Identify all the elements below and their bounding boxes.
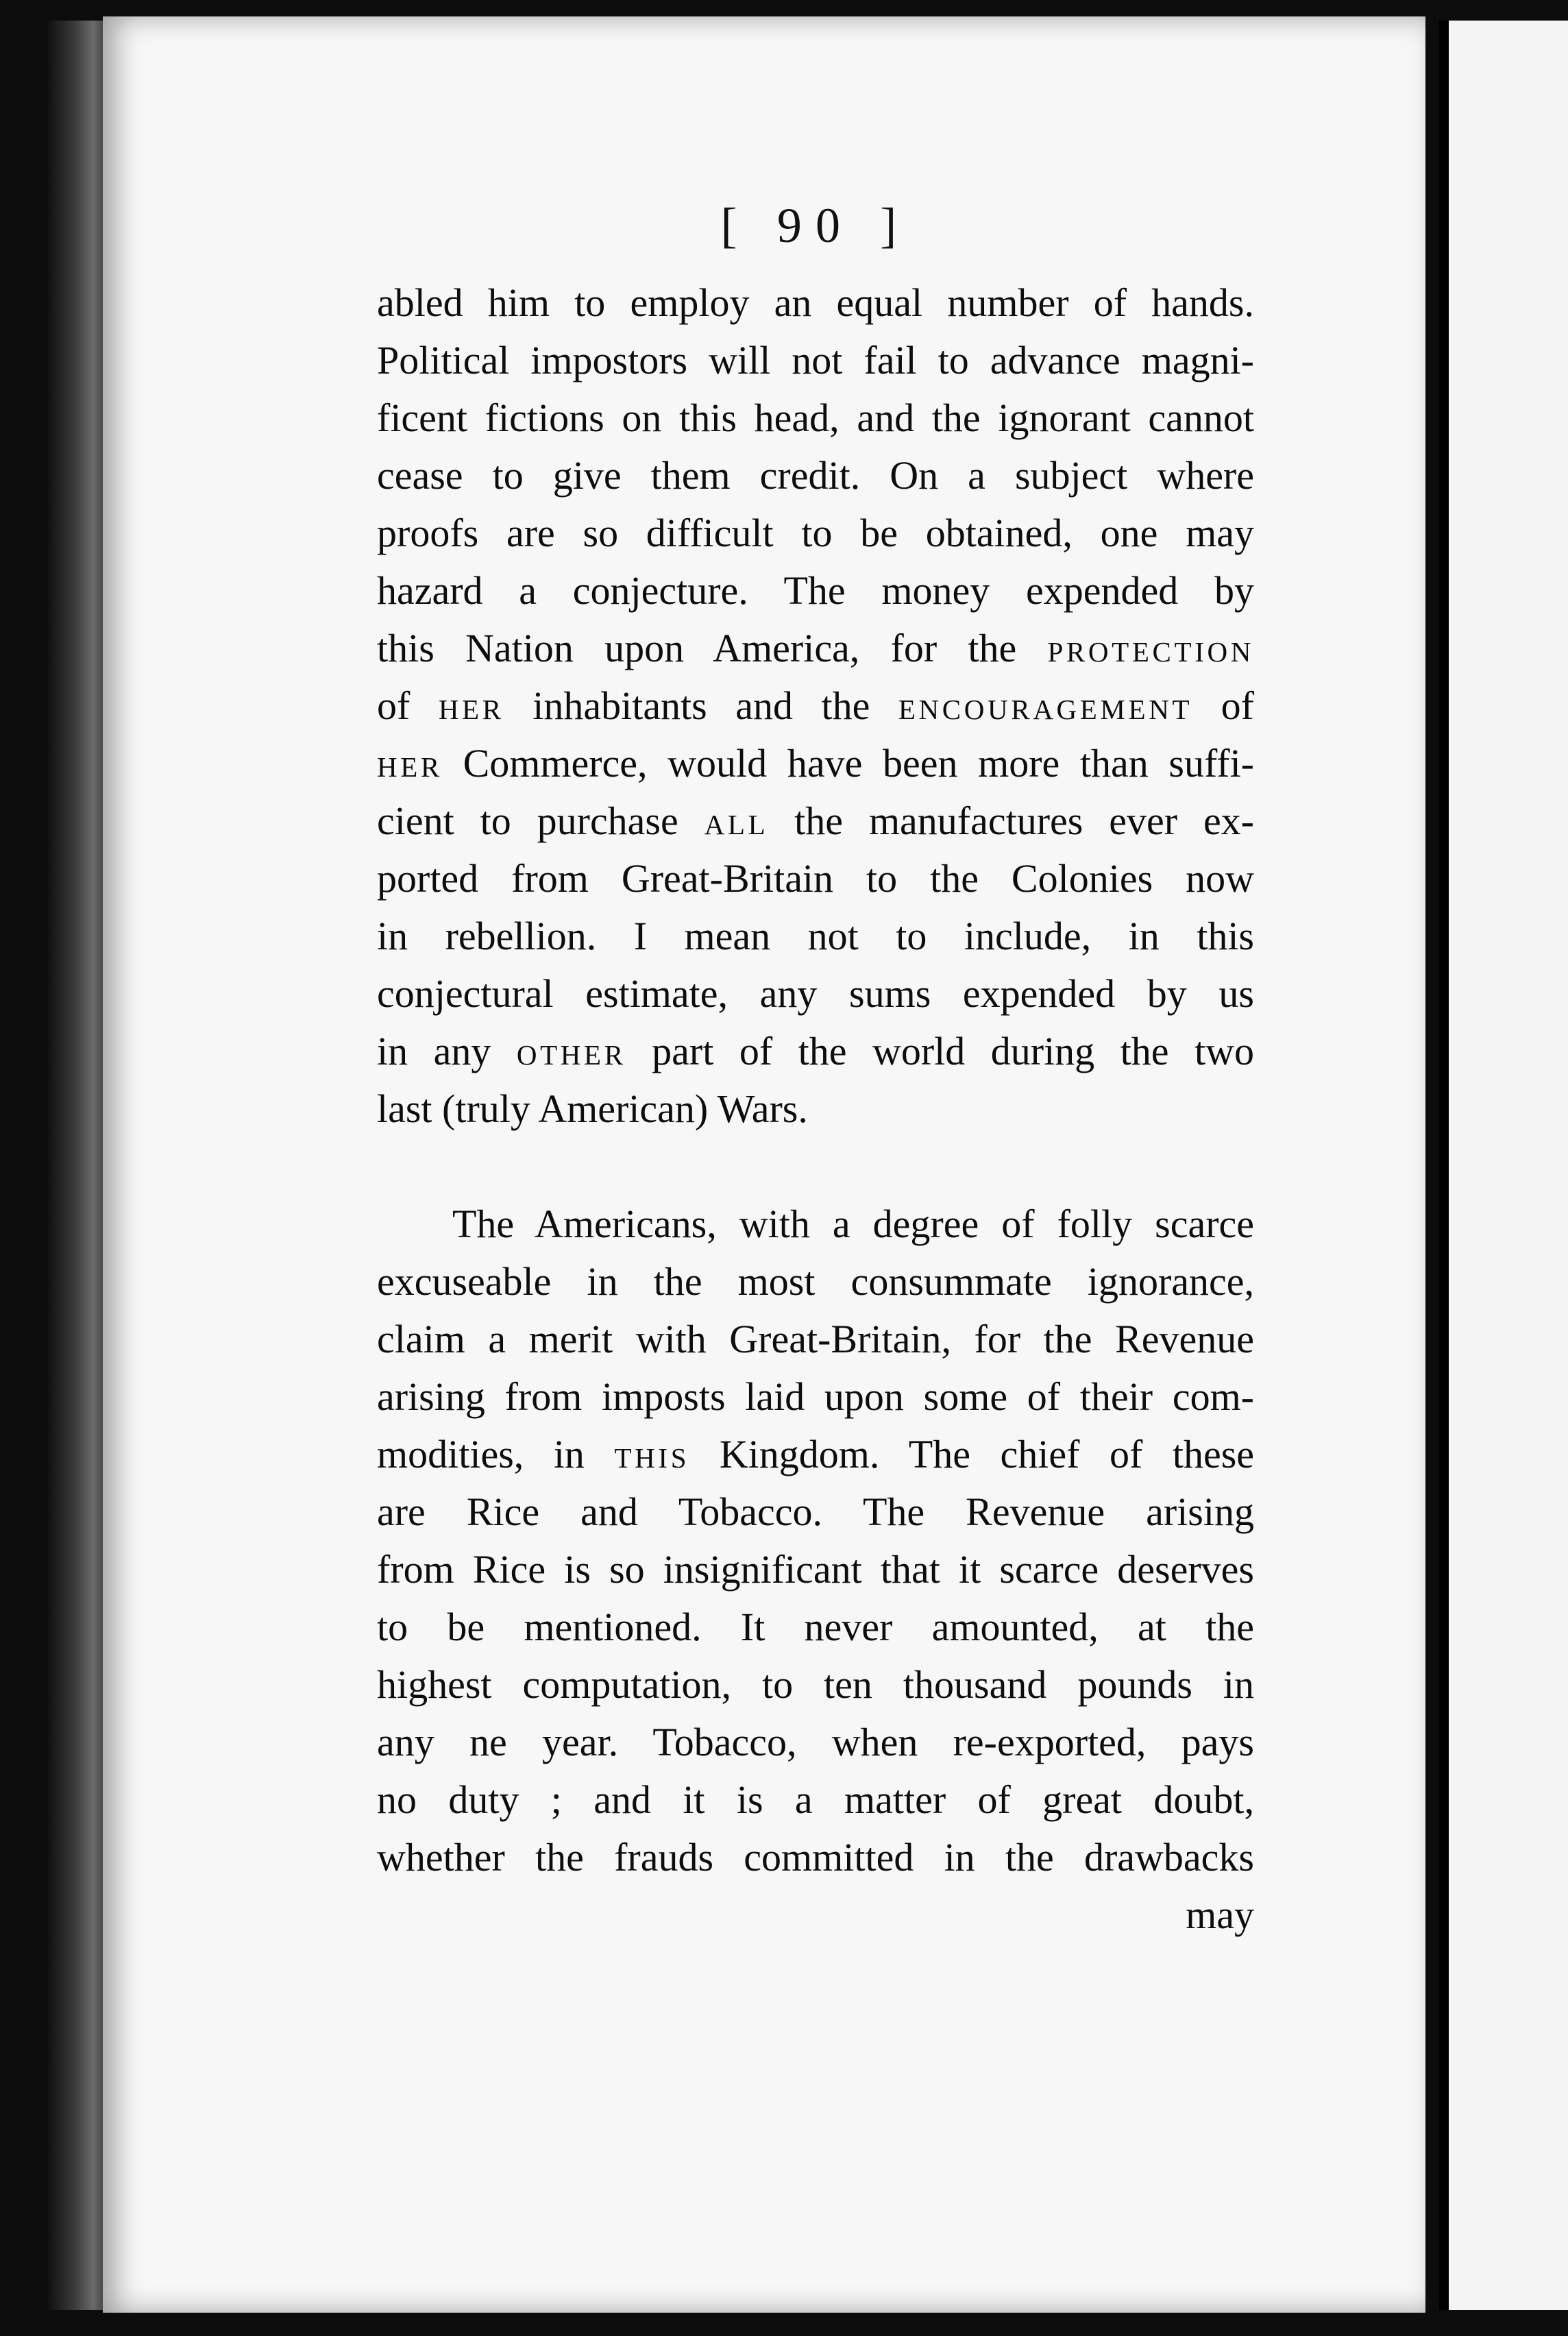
text-line [377,389,1254,447]
text-segment: abled him to employ an equal number of hands. [377,280,1254,325]
text-line [377,447,1254,504]
text-segment: ficent fictions on this head, and the ignorant cannot [377,396,1254,440]
text-line [377,1656,1254,1714]
text-segment: last (truly American) Wars. [377,1086,808,1131]
text-line [377,965,1254,1023]
text-line [377,1426,1254,1483]
text-segment: hazard a conjecture. The money expended by [377,568,1254,613]
text-line [377,1311,1254,1368]
paragraph-gap [377,1138,1254,1195]
text-line [377,1195,1254,1253]
text-line [377,562,1254,620]
text-line [377,1023,1254,1080]
small-caps-word: her [377,741,443,786]
text-segment: modities, in [377,1432,615,1476]
text-line [377,1368,1254,1426]
text-segment: from Rice is so insignificant that it scarce deserves [377,1547,1254,1592]
text-line [377,1080,1254,1138]
text-segment: of [377,683,439,728]
text-segment: inhabitants and the [504,683,898,728]
small-caps-word: other [516,1029,626,1073]
small-caps-word: her [438,683,504,728]
text-line [377,908,1254,965]
small-caps-word: all [704,799,769,843]
small-caps-word: protection [1047,626,1254,670]
text-segment: claim a merit with Great-Britain, for the Revenue [377,1317,1254,1361]
text-segment: any ne year. Tobacco, when re-exported, pays [377,1720,1254,1764]
text-segment: arising from imposts laid upon some of their com- [377,1374,1254,1419]
small-caps-word: this [614,1432,690,1476]
text-segment: whether the frauds committed in the drawbacks [377,1835,1254,1879]
text-segment: no duty ; and it is a matter of great doubt, [377,1777,1254,1822]
text-segment: cease to give them credit. On a subject where [377,453,1254,498]
text-segment: excuseable in the most consummate ignorance, [377,1259,1254,1304]
text-line [377,1714,1254,1771]
text-line [377,1771,1254,1829]
text-line [377,504,1254,562]
paragraph-1 [377,274,1254,1138]
text-segment: the manufactures ever ex- [768,799,1254,843]
text-segment: of [1192,683,1254,728]
text-segment: this Nation upon America, for the [377,626,1048,670]
text-line [377,274,1254,332]
text-segment: Political impostors will not fail to advance magni- [377,338,1254,382]
text-segment: Kingdom. The chief of these [689,1432,1255,1476]
text-segment: in any [377,1029,517,1073]
text-line [377,735,1254,792]
text-segment: conjectural estimate, any sums expended by us [377,971,1254,1016]
text-segment: to be mentioned. It never amounted, at the [377,1605,1254,1649]
text-segment: cient to purchase [377,799,705,843]
body-text [377,274,1254,1944]
text-line [377,1541,1254,1598]
text-line [377,1483,1254,1541]
text-line [377,332,1254,389]
text-line [377,850,1254,908]
text-segment: in rebellion. I mean not to include, in this [377,914,1254,958]
text-segment: part of the world during the two [626,1029,1254,1073]
text-line [377,1829,1254,1886]
text-segment: proofs are so difficult to be obtained, one may [377,511,1254,555]
text-segment: The Americans, with a degree of folly scarce [452,1202,1254,1246]
text-line [377,620,1254,677]
text-segment: highest computation, to ten thousand pounds in [377,1662,1254,1707]
text-line [377,677,1254,735]
catchword: may [1186,1893,1254,1937]
text-segment: Commerce, would have been more than suffi- [442,741,1254,786]
text-segment: ported from Great-Britain to the Colonies now [377,856,1254,901]
paragraph-2 [377,1195,1254,1886]
text-line [377,1598,1254,1656]
text-line [377,1253,1254,1311]
facing-page-edge [1439,21,1568,2310]
text-segment: are Rice and Tobacco. The Revenue arising [377,1489,1254,1534]
page-number: [ 90 ] [720,198,911,253]
small-caps-word: encouragement [898,683,1193,728]
text-line [377,792,1254,850]
